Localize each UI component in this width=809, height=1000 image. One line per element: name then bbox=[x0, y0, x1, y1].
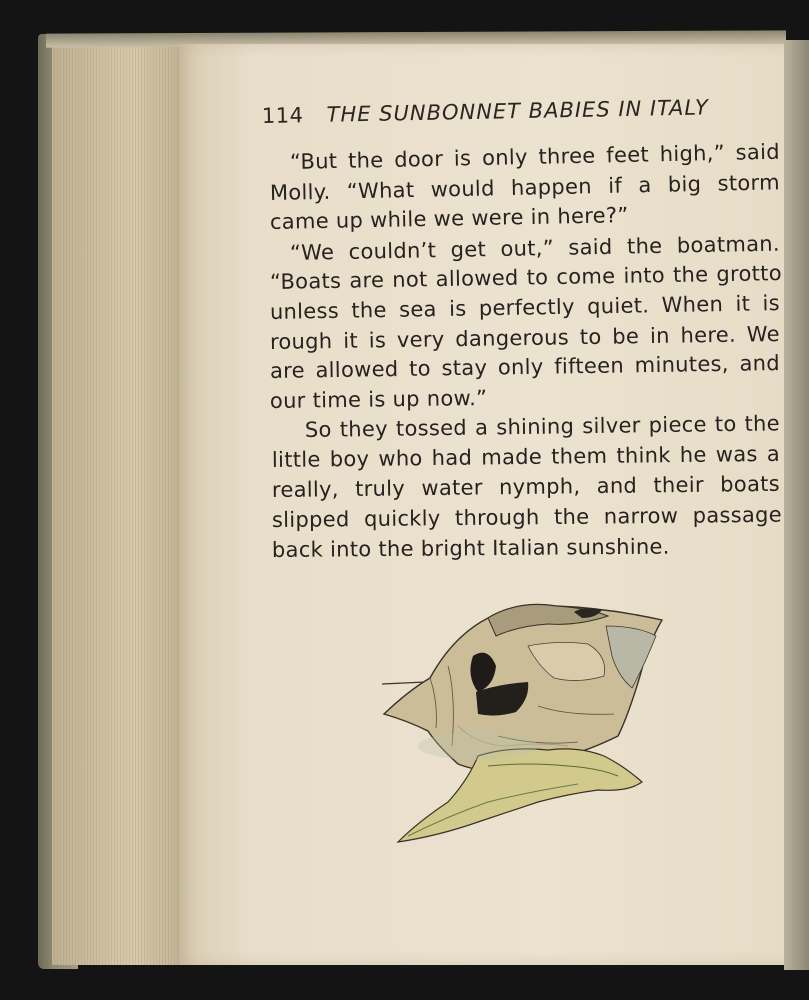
text-line-7: rough it is very dangerous to be in here. We bbox=[269, 321, 781, 354]
text-line-4: “We couldn’t get out,” said the boatman. bbox=[289, 231, 781, 265]
page-edges-shading bbox=[52, 40, 184, 965]
grotto-cliff-illustration bbox=[378, 596, 668, 846]
text-line-10: So they tossed a shining silver piece to the bbox=[304, 411, 781, 442]
page-number: 114 bbox=[261, 103, 304, 128]
text-line-6: unless the sea is perfectly quiet. When it is bbox=[269, 291, 781, 324]
text-line-13: slipped quickly through the narrow passage bbox=[271, 502, 783, 532]
text-line-12: really, truly water nymph, and their boats bbox=[271, 471, 781, 502]
facing-cover-edge bbox=[784, 40, 809, 970]
text-line-1: “But the door is only three feet high,” said bbox=[289, 139, 781, 174]
text-line-14: back into the bright Italian sunshine. bbox=[271, 534, 670, 562]
text-line-9: our time is up now.” bbox=[269, 385, 488, 413]
text-line-3: came up while we were in here?” bbox=[269, 203, 629, 234]
text-line-2: Molly. “What would happen if a big storm bbox=[269, 170, 781, 205]
text-line-11: little boy who had made them think he was a bbox=[271, 441, 781, 472]
text-line-8: are allowed to stay only fifteen minutes, and bbox=[269, 350, 781, 383]
text-line-5: “Boats are not allowed to come into the grotto bbox=[269, 261, 783, 294]
running-head: THE SUNBONNET BABIES IN ITALY bbox=[326, 95, 710, 127]
